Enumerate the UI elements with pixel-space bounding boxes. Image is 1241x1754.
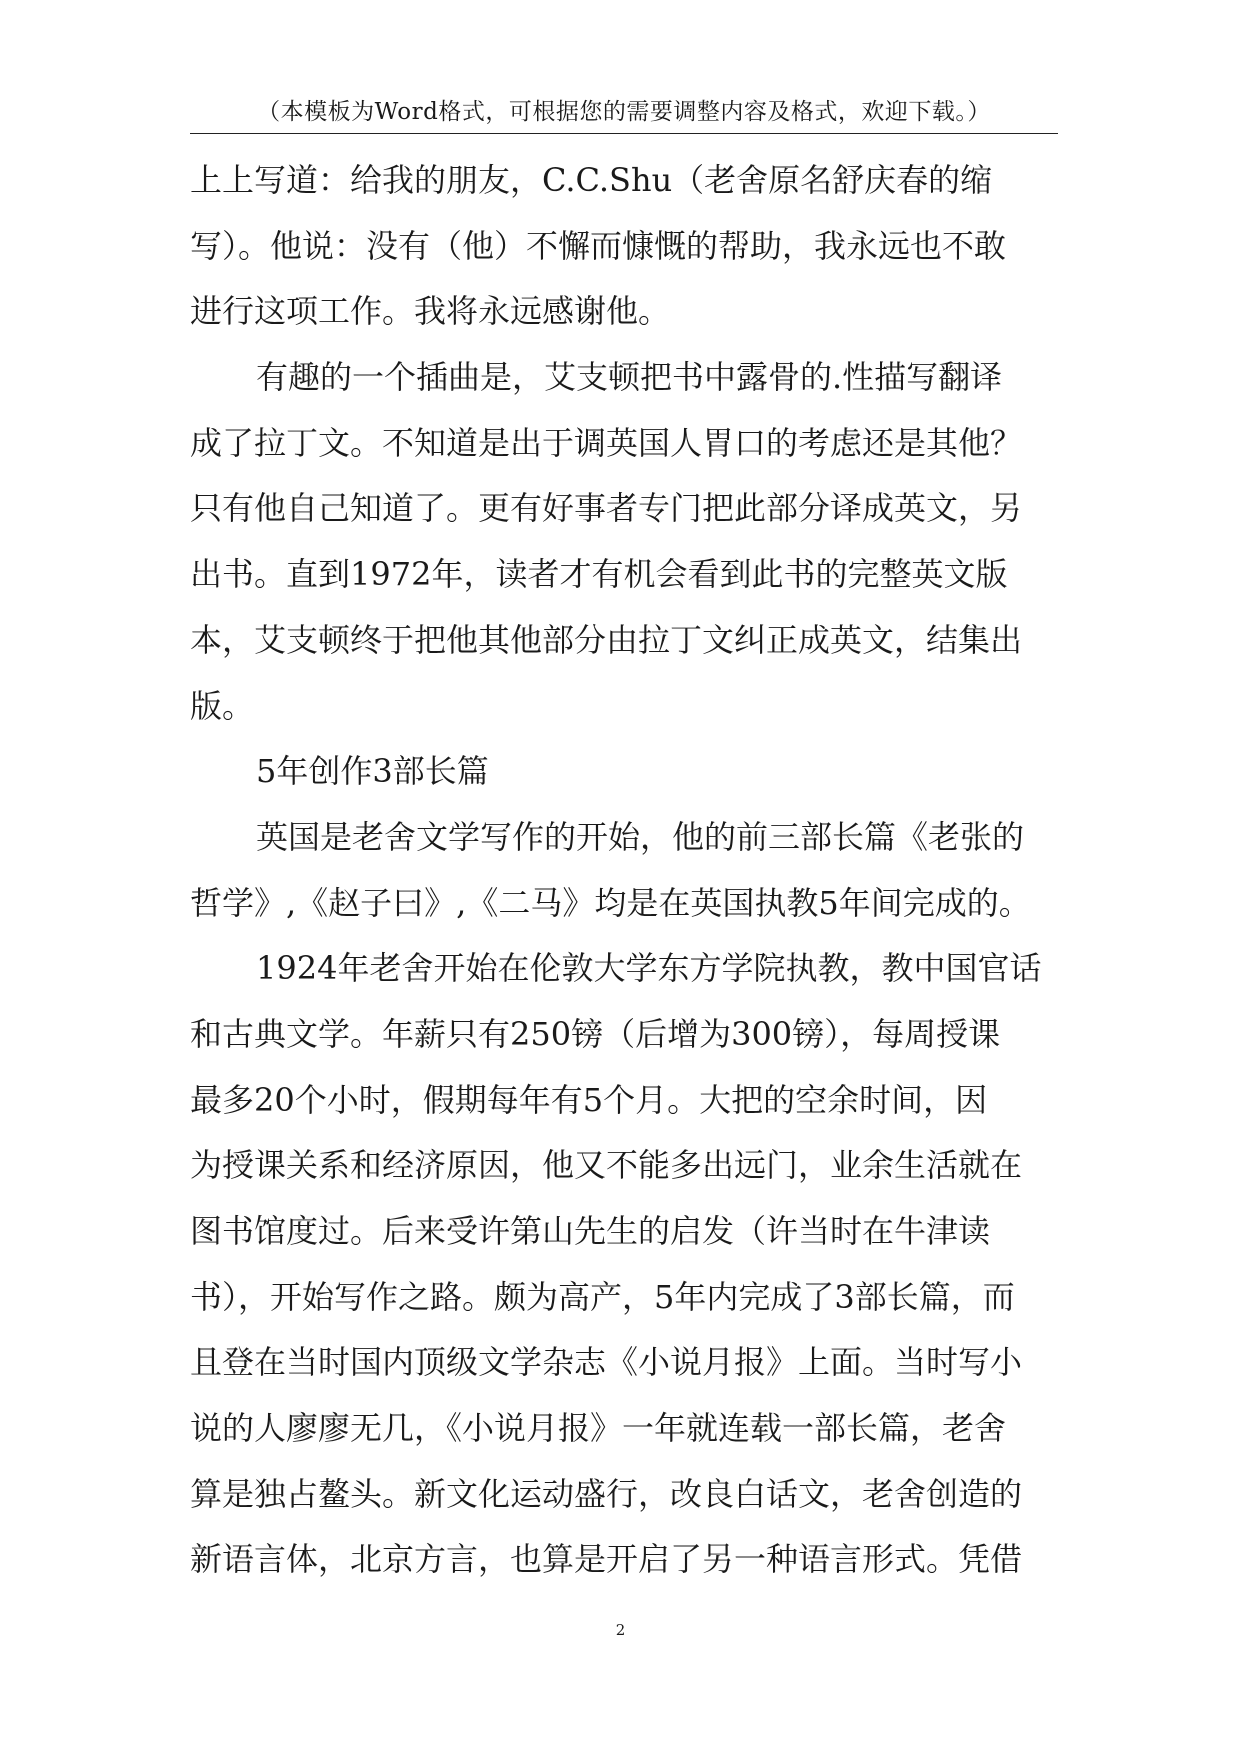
text-line: 新语言体，北京方言，也算是开启了另一种语言形式。凭借 [190, 1540, 1023, 1579]
paragraph-start-line: 1924年老舍开始在伦敦大学东方学院执教，教中国官话 [256, 949, 1042, 988]
text-line: 进行这项工作。我将永远感谢他。 [190, 292, 671, 331]
text-line: 哲学》,《赵子曰》,《二马》均是在英国执教5年间完成的。 [190, 883, 1031, 922]
text-line: 说的人廖廖无几，《小说月报》一年就连载一部长篇，老舍 [190, 1409, 1007, 1448]
text-line: 上上写道：给我的朋友，C.C.Shu（老舍原名舒庆春的缩 [190, 161, 993, 199]
text-line: 写）。他说：没有（他）不懈而慷慨的帮助，我永远也不敢 [190, 226, 1007, 265]
paragraph-start-line: 英国是老舍文学写作的开始，他的前三部长篇《老张的 [256, 817, 1025, 856]
text-line: 最多20个小时，假期每年有5个月。大把的空余时间，因 [190, 1080, 988, 1119]
text-line: 和古典文学。年薪只有250镑（后增为300镑），每周授课 [190, 1014, 1001, 1053]
text-line: 成了拉丁文。不知道是出于调英国人胃口的考虑还是其他？ [190, 423, 1023, 462]
text-line: 本，艾支顿终于把他其他部分由拉丁文纠正成英文，结集出 [190, 620, 1023, 659]
page-number: 2 [615, 1621, 626, 1639]
text-line: 只有他自己知道了。更有好事者专门把此部分译成英文，另 [190, 489, 1023, 528]
template-header-note: （本模板为Word格式，可根据您的需要调整内容及格式，欢迎下载。） [257, 99, 991, 125]
article-body [190, 148, 1070, 1593]
paragraph-start-line: 有趣的一个插曲是，艾支顿把书中露骨的.性描写翻译 [256, 358, 1003, 397]
text-line: 书），开始写作之路。颇为高产，5年内完成了3部长篇，而 [190, 1277, 1015, 1316]
text-line: 图书馆度过。后来受许第山先生的启发（许当时在牛津读 [190, 1212, 991, 1250]
text-line: 算是独占鳌头。新文化运动盛行，改良白话文，老舍创造的 [190, 1474, 1023, 1513]
text-line: 版。 [190, 686, 255, 725]
text-line: 为授课关系和经济原因，他又不能多出远门，业余生活就在 [190, 1146, 1023, 1185]
text-line: 出书。直到1972年，读者才有机会看到此书的完整英文版 [190, 555, 1008, 594]
header-divider [190, 133, 1058, 134]
section-heading: 5年创作3部长篇 [256, 752, 489, 791]
text-line: 且登在当时国内顶级文学杂志《小说月报》上面。当时写小 [190, 1343, 1023, 1382]
